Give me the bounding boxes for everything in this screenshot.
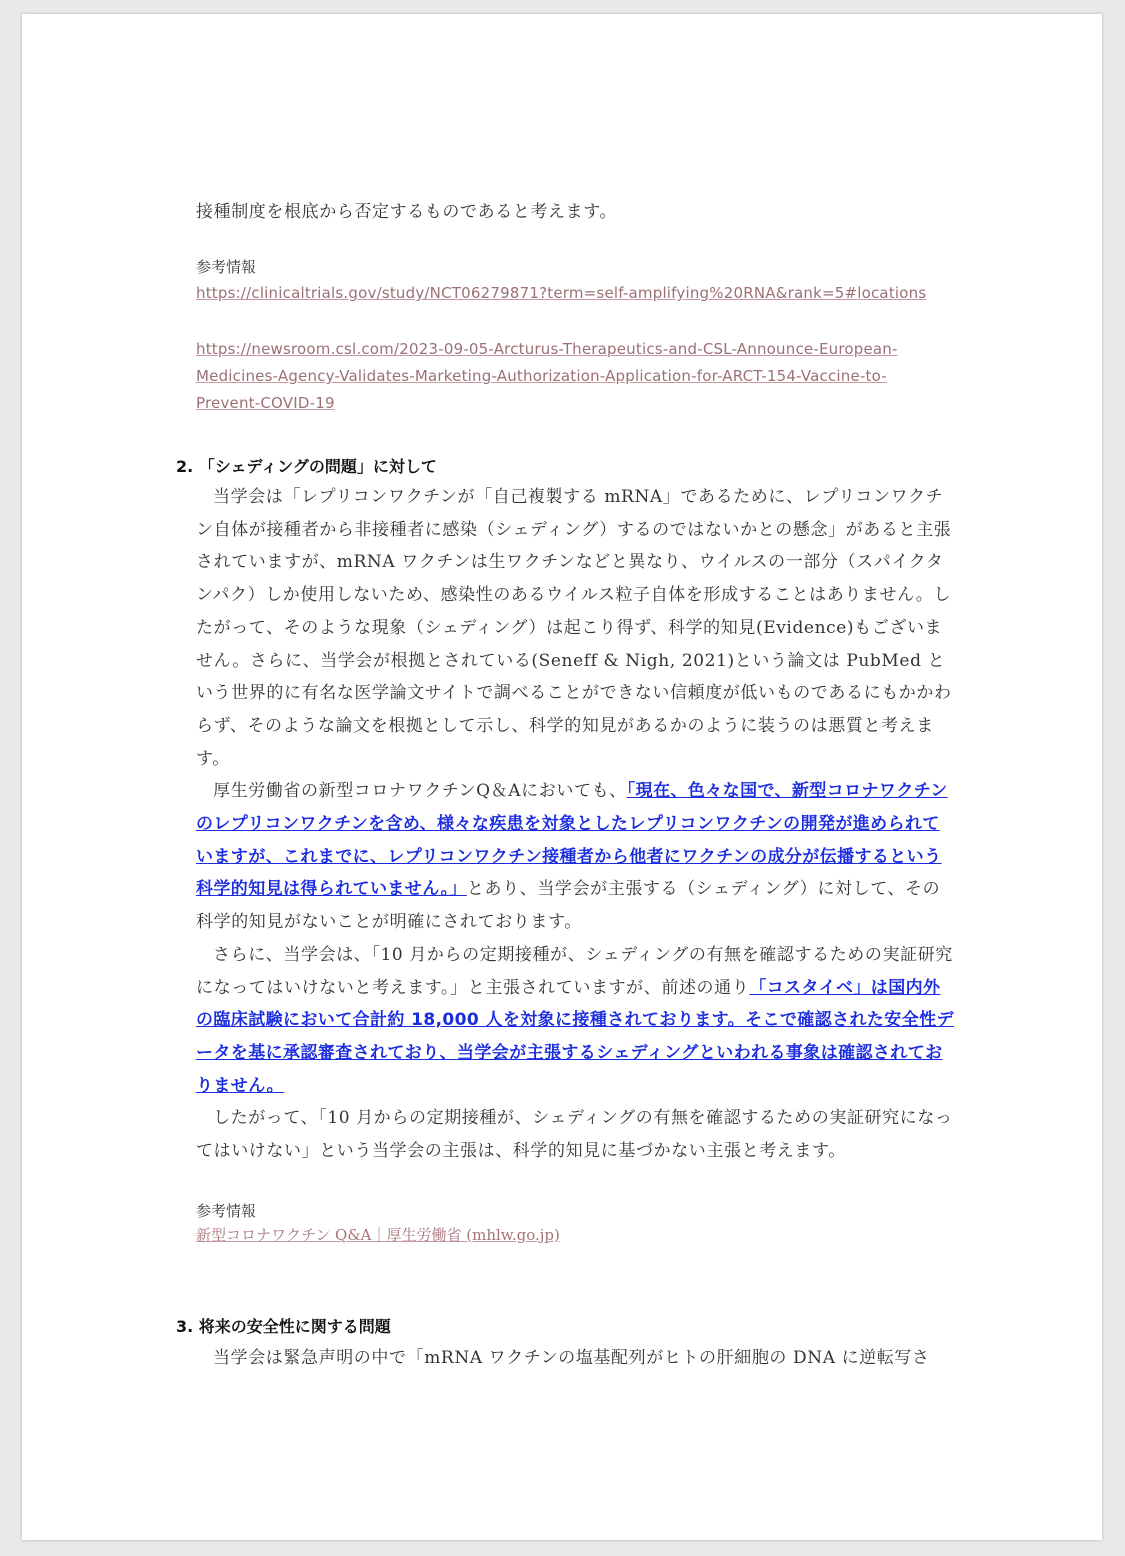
section-2-paragraph-3 [196, 939, 956, 1103]
reference-link-clinicaltrials[interactable]: https://clinicaltrials.gov/study/NCT06279871?term=self-amplifying%20RNA&rank=5#locations [196, 284, 927, 302]
emphasized-quote: 「現在、色々な国で、新型コロナワクチンのレプリコンワクチンを含め、様々な疾患を対象としたレプリコンワクチンの開発が進められていますが、これまでに、レプリコンワクチン接種者から他者にワクチンの成分が伝播するという科学的知見は得られていません。」 [196, 781, 948, 900]
reference-link-line[interactable]: https://newsroom.csl.com/2023-09-05-Arcturus-Therapeutics-and-CSL-Announce-European- [196, 340, 898, 358]
section-3-body [196, 1342, 956, 1375]
section-3-paragraph-1: 当学会は緊急声明の中で「mRNA ワクチンの塩基配列がヒトの肝細胞の DNA に逆転写さ [213, 1348, 930, 1368]
reference-label: 参考情報 [196, 258, 257, 276]
section-2-heading: 2. 「シェディングの問題」に対して [176, 457, 437, 476]
paragraph-text: さらに、当学会は、「10 月からの定期接種が、シェディングの有無を確認するための実証研究になってはいけないと考えます。」と主張されていますが、前述の通り [196, 944, 953, 998]
top-paragraph: 接種制度を根底から否定するものであると考えます。 [196, 202, 618, 222]
section-2-paragraph-2 [196, 775, 956, 939]
reference-label-2: 参考情報 [196, 1202, 257, 1220]
emphasized-statement: 「コスタイベ」は国内外の臨床試験において合計約 18,000 人を対象に接種されております。そこで確認された安全性データを基に承認審査されており、当学会が主張するシェディングといわれる事象は確認されておりません。 [196, 977, 954, 1096]
section-2-paragraph-1: 当学会は「レプリコンワクチンが「自己複製する mRNA」であるために、レプリコンワクチン自体が接種者から非接種者に感染（シェディング）するのではないかとの懸念」があると主張されていますが、mRNA ワクチンは生ワクチンなどと異なり、ウイルスの一部分（スパイクタンパク）しか使用しないため、感染性のあるウイルス粒子自体を形成することはありません。したがって、そのような現象（シェディング）は起こり得ず、科学的知見(Evidence)もございません。さらに、当学会が根拠とされている(Seneff & Nigh, 2021)という論文は PubMed という世界的に有名な医学論文サイトで調べることができない信頼度が低いものであるにもかかわらず、そのような論文を根拠として示し、科学的知見があるかのように装うのは悪質と考えます。 [196, 487, 952, 769]
paragraph-text: 厚生労働省の新型コロナワクチンQ＆Aにおいても、 [213, 781, 627, 802]
reference-link-mhlw[interactable]: 新型コロナワクチン Q&A｜厚生労働省 (mhlw.go.jp) [196, 1226, 560, 1244]
section-2-body [196, 481, 956, 1168]
reference-link-csl[interactable] [196, 336, 956, 417]
paragraph-text: とあり、当学会が主張する（シェディング）に対して、その科学的知見がないことが明確にされております。 [196, 879, 941, 933]
section-2-paragraph-4: したがって、「10 月からの定期接種が、シェディングの有無を確認するための実証研究になってはいけない」という当学会の主張は、科学的知見に基づかない主張と考えます。 [196, 1108, 953, 1162]
reference-link-line[interactable]: Medicines-Agency-Validates-Marketing-Authorization-Application-for-ARCT-154-Vaccine-to- [196, 367, 887, 385]
reference-link-line[interactable]: Prevent-COVID-19 [196, 394, 335, 412]
section-3-heading: 3. 将来の安全性に関する問題 [176, 1317, 391, 1336]
